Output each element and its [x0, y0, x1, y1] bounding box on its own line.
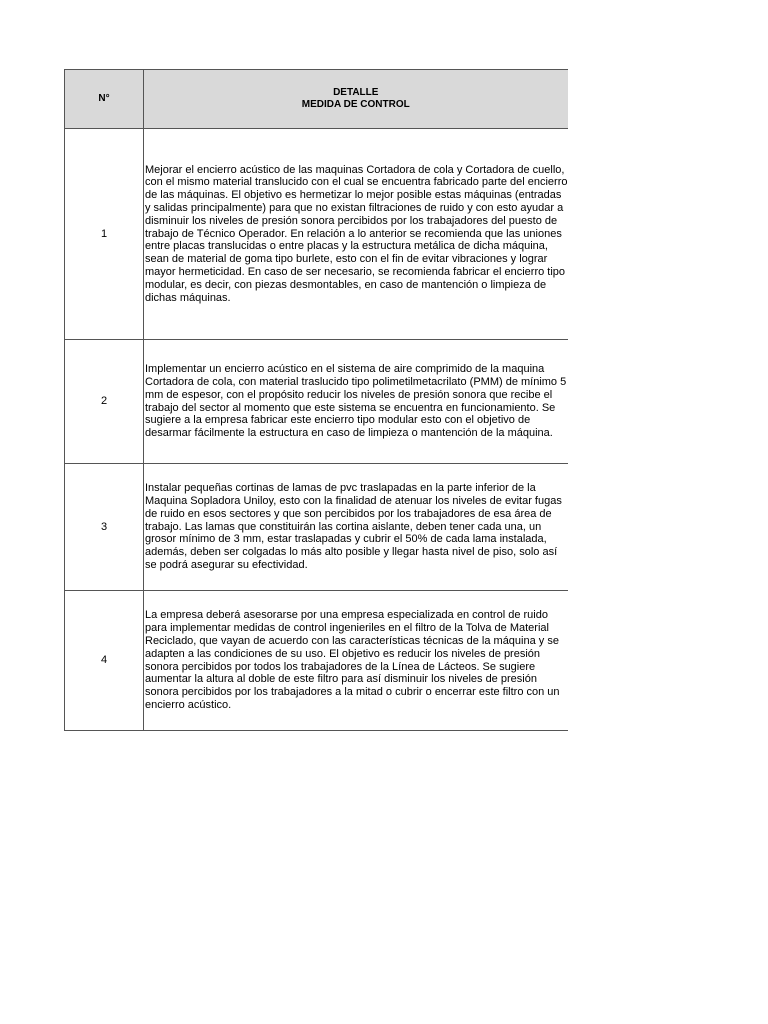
detail-column-header [144, 70, 568, 129]
table-row [65, 464, 568, 591]
row-detail: Mejorar el encierro acústico de las maquinas Cortadora de cola y Cortadora de cuello, con el mismo material translucido con el cual se encuentra fabricado parte del encierro de las máquinas. El objetivo es hermetizar lo mejor posible estas máquinas (entradas y salidas principalmente) para que no existan filtraciones de ruido y con esto ayudar a disminuir los niveles de presión sonora percibidos por los trabajadores del puesto de trabajo de Técnico Operador. En relación a lo anterior se recomienda que las uniones entre placas translucidas o entre placas y la estructura metálica de dicha máquina, sean de material de goma tipo burlete, esto con el fin de evitar vibraciones y lograr mayor hermeticidad. En caso de ser necesario, se recomienda fabricar el encierro tipo modular, es decir, con piezas desmontables, en caso de mantención o limpieza de dichas máquinas. [144, 129, 568, 340]
table-row [65, 129, 568, 340]
detail-header-subtitle: MEDIDA DE CONTROL [301, 99, 410, 110]
row-number: 3 [65, 464, 144, 591]
table-row [65, 340, 568, 464]
row-number: 1 [65, 129, 144, 340]
table-header-row [65, 70, 568, 129]
row-detail: Implementar un encierro acústico en el sistema de aire comprimido de la maquina Cortadora de cola, con material traslucido tipo polimetilmetacrilato (PMM) de mínimo 5 mm de espesor, con el propósito reducir los niveles de presión sonora que recibe el trabajo del sector al momento que este sistema se encuentra en funcionamiento. Se sugiere a la empresa fabricar este encierro tipo modular esto con el objetivo de desarmar fácilmente la estructura en caso de limpieza o mantención de la máquina. [144, 340, 568, 464]
row-number: 2 [65, 340, 144, 464]
number-column-header: N° [65, 70, 144, 129]
control-measures-sheet [64, 69, 567, 731]
row-detail: La empresa deberá asesorarse por una empresa especializada en control de ruido para implementar medidas de control ingenieriles en el filtro de la Tolva de Material Reciclado, que vayan de acuerdo con las características técnicas de la máquina y se adapten a las condiciones de su uso. El objetivo es reducir los niveles de presión sonora percibidos por todos los trabajadores de la Línea de Lácteos. Se sugiere aumentar la altura al doble de este filtro para así disminuir los niveles de presión sonora percibidos por los trabajadores a la mitad o cubrir o encerrar este filtro con un encierro acústico. [144, 591, 568, 731]
table-row [65, 591, 568, 731]
control-measures-table [64, 69, 568, 731]
row-detail: Instalar pequeñas cortinas de lamas de pvc traslapadas en la parte inferior de la Maquina Sopladora Uniloy, esto con la finalidad de atenuar los niveles de evitar fugas de ruido en esos sectores y que son percibidos por los trabajadores de esa área de trabajo. Las lamas que constituirán las cortina aislante, deben tener cada una, un grosor mínimo de 3 mm, estar traslapadas y cubrir el 50% de cada lama instalada, además, deben ser colgadas lo más alto posible y llegar hasta nivel de piso, solo así se podrá asegurar su efectividad. [144, 464, 568, 591]
row-number: 4 [65, 591, 144, 731]
detail-header-title: DETALLE [333, 87, 379, 98]
